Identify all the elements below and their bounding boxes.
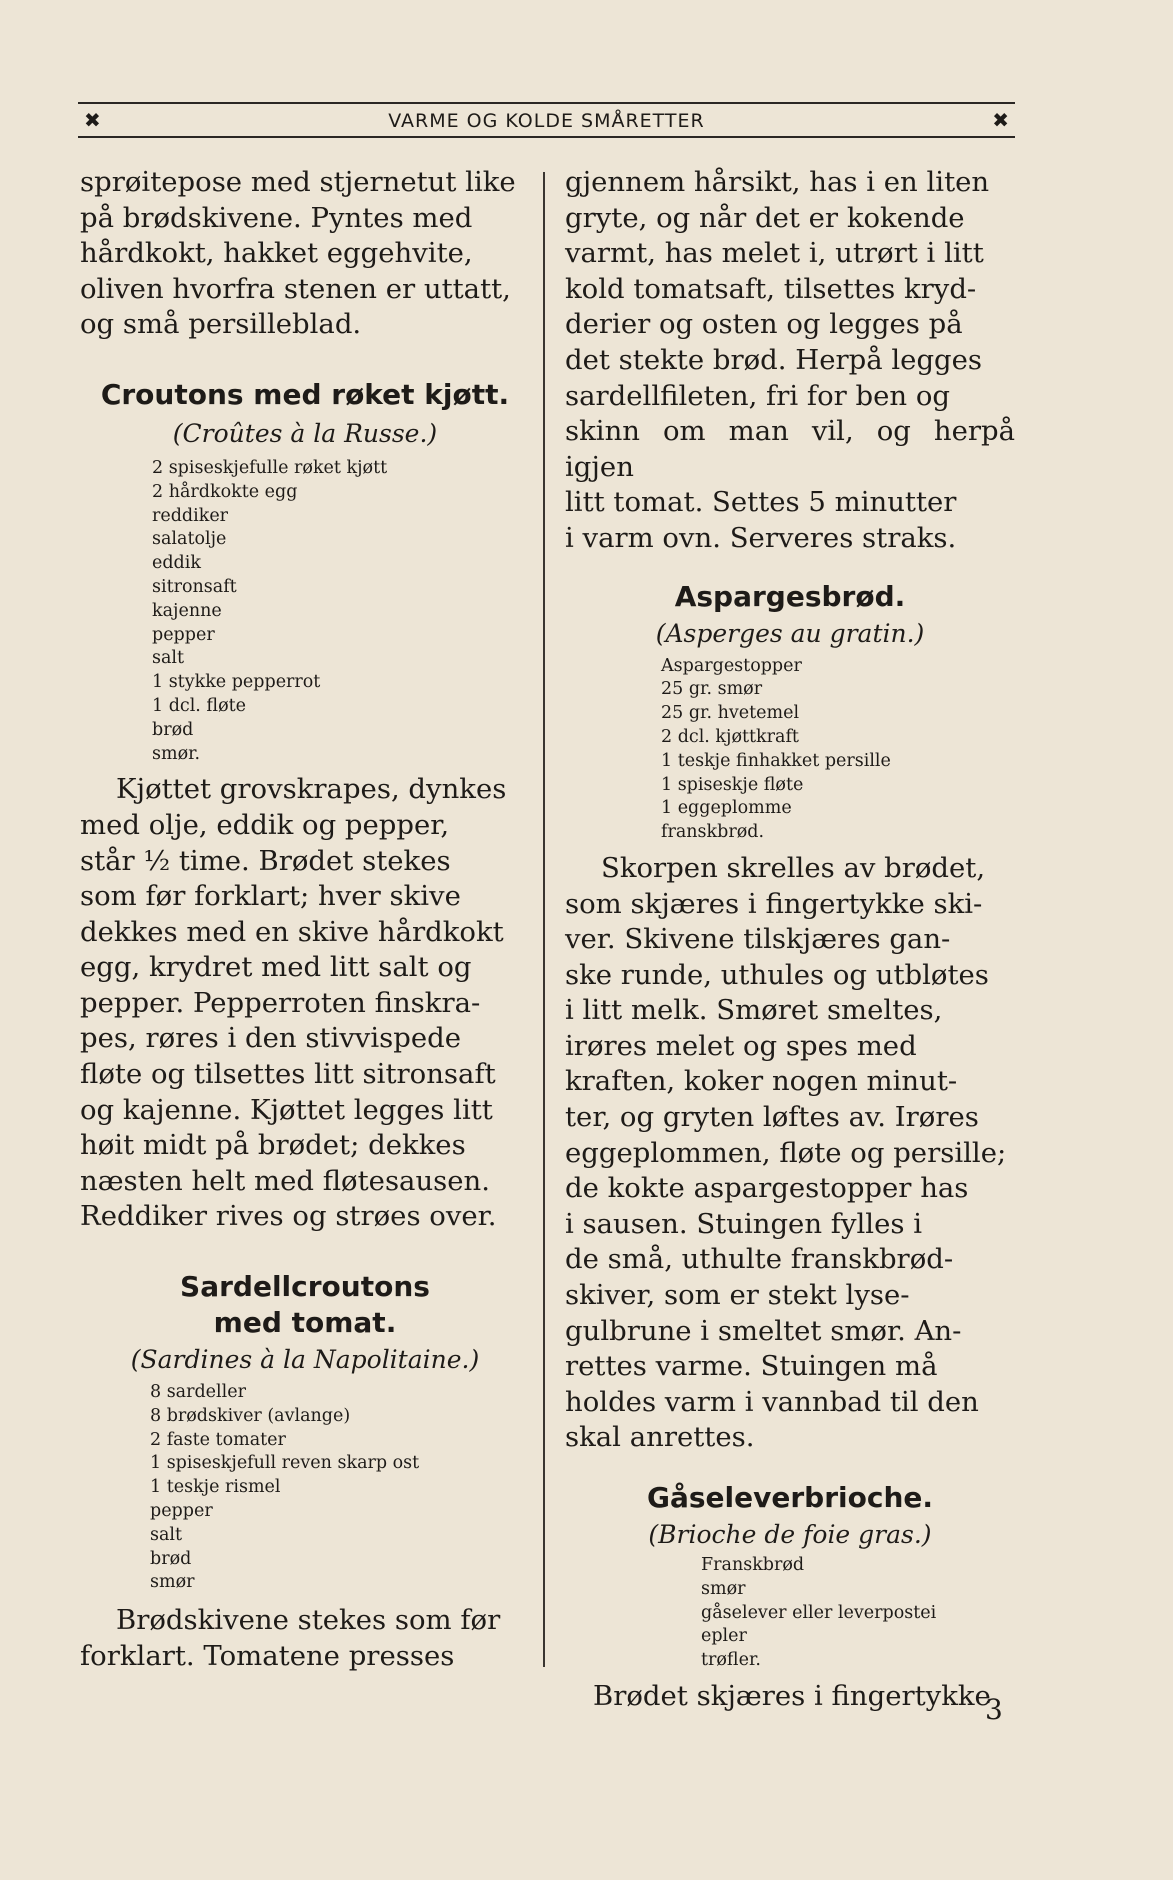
ingredient: gåselever eller leverpostei	[701, 1602, 937, 1623]
text-line: på brødskivene. Pyntes med	[80, 201, 473, 234]
ingredient: Franskbrød	[701, 1555, 805, 1575]
ornament-left-icon: ✖	[84, 108, 101, 132]
text-line: Kjøttet grovskrapes, dynkes	[116, 773, 507, 806]
text-line: sardellfileten, fri for ben og	[565, 379, 951, 412]
text-line: og små persilleblad.	[80, 308, 362, 341]
ingredient: 1 teskje finhakket persille	[661, 750, 891, 771]
text-line: kold tomatsaft, tilsettes kryd-	[565, 272, 977, 305]
text-line: gryte, og når det er kokende	[565, 201, 965, 234]
ingredient: 1 spiseskjefull reven skarp ost	[150, 1453, 420, 1474]
recipe-subtitle-asparges: (Asperges au gratin.)	[655, 618, 925, 648]
ingredient: 1 dcl. fløte	[152, 695, 247, 716]
text-line: gjennem hårsikt, has i en liten	[565, 166, 990, 198]
text-line: pepper. Pepperroten finskra-	[80, 986, 481, 1019]
text-line: forklart. Tomatene presses	[80, 1639, 455, 1672]
text-line: som skjæres i fingertykke ski-	[565, 887, 983, 920]
ingredient: salt	[152, 648, 185, 669]
ingredient: pepper	[152, 624, 215, 645]
ingredient-list	[150, 1381, 530, 1595]
ingredient: epler	[701, 1626, 747, 1647]
header-title: VARME OG KOLDE SMÅRETTER	[388, 110, 705, 132]
ingredient: eddik	[152, 553, 201, 574]
ingredient: pepper	[150, 1501, 213, 1522]
recipe-subtitle-croutons: (Croûtes à la Russe.)	[172, 418, 438, 448]
text-line: og kajenne. Kjøttet legges litt	[80, 1093, 493, 1126]
recipe-text-asparges	[565, 851, 1015, 1456]
text-line: sprøitepose med stjernetut like	[80, 166, 516, 198]
ingredient: Aspargestopper	[661, 655, 802, 676]
text-line: de små, uthulte franskbrød-	[565, 1243, 954, 1276]
ingredient: 25 gr. hvetemel	[661, 703, 800, 724]
text-line: i litt melk. Smøret smeltes,	[565, 994, 943, 1027]
ingredient-list	[661, 655, 1015, 845]
ingredient: smør	[150, 1572, 195, 1593]
text-line: det stekte brød. Herpå legges	[565, 343, 983, 376]
text-line: oliven hvorfra stenen er uttatt,	[80, 272, 511, 305]
ingredient: 2 faste tomater	[150, 1429, 286, 1450]
text-line: høit midt på brødet; dekkes	[80, 1129, 466, 1162]
ingredient: franskbrød.	[661, 822, 765, 843]
ingredient: 2 spiseskjefulle røket kjøtt	[152, 457, 388, 478]
recipe-text-brioche	[565, 1679, 1015, 1715]
page-number: 3	[985, 1693, 1003, 1726]
text-line: fløte og tilsettes litt sitronsaft	[80, 1058, 496, 1091]
ingredient: 1 stykke pepperrot	[152, 672, 321, 693]
ingredient: brød	[150, 1548, 192, 1569]
text-line: står ½ time. Brødet stekes	[80, 844, 451, 877]
ingredient: smør.	[152, 743, 201, 764]
ingredient: 2 hårdkokte egg	[152, 481, 298, 502]
text-line: holdes varm i vannbad til den	[565, 1385, 979, 1418]
recipe-title-brioche: Gåseleverbrioche.	[646, 1481, 933, 1514]
ingredient: brød	[152, 719, 194, 740]
recipe-text-croutons	[80, 772, 530, 1235]
ingredient: kajenne	[152, 600, 222, 621]
text-line: pes, røres i den stivvispede	[80, 1022, 462, 1055]
ingredient-list	[152, 457, 530, 766]
ingredient: reddiker	[152, 505, 229, 526]
ingredient: 2 dcl. kjøttkraft	[661, 726, 799, 747]
text-line: dekkes med en skive hårdkokt	[80, 915, 504, 948]
left-column	[80, 165, 530, 1674]
ingredient: 8 sardeller	[150, 1382, 246, 1403]
recipe-text-sardell	[80, 1603, 530, 1674]
ingredient: smør	[701, 1578, 746, 1599]
text-line: hårdkokt, hakket eggehvite,	[80, 237, 473, 270]
ingredient: 1 teskje rismel	[150, 1477, 281, 1498]
text-line: Brødskivene stekes som før	[116, 1604, 501, 1637]
text-line: litt tomat. Settes 5 minutter	[565, 486, 957, 519]
ingredient-list	[701, 1554, 1015, 1673]
recipe-title-sardell-2: med tomat.	[213, 1306, 397, 1340]
text-line: derier og osten og legges på	[565, 308, 963, 341]
text-line: Reddiker rives og strøes over.	[80, 1200, 497, 1233]
text-line: i varm ovn. Serveres straks.	[565, 521, 957, 554]
recipe-subtitle-brioche: (Brioche de foie gras.)	[648, 1520, 932, 1549]
text-line: ver. Skivene tilskjæres gan-	[565, 923, 951, 956]
text-line: med olje, eddik og pepper,	[80, 808, 450, 841]
ingredient: salatolje	[152, 529, 227, 550]
ingredient: trøfler.	[701, 1650, 761, 1671]
text-line: egg, krydret med litt salt og	[80, 951, 472, 984]
ingredient: sitronsaft	[152, 576, 237, 597]
text-line: rettes varme. Stuingen må	[565, 1350, 938, 1383]
ingredient: 25 gr. smør	[661, 679, 763, 700]
text-line: gulbrune i smeltet smør. An-	[565, 1314, 962, 1347]
text-line: Brødet skjæres i fingertykke	[593, 1679, 991, 1712]
text-line: de kokte aspargestopper has	[565, 1172, 969, 1205]
text-line: irøres melet og spes med	[565, 1029, 917, 1062]
right-column	[565, 165, 1015, 1715]
text-line: skal anrettes.	[565, 1421, 755, 1454]
recipe-title-asparges: Aspargesbrød.	[674, 579, 906, 613]
ingredient: salt	[150, 1524, 183, 1545]
recipe-title-croutons: Croutons med røket kjøtt.	[100, 377, 510, 411]
text-line: skinn om man vil, og herpå igjen	[565, 415, 1015, 483]
text-line: som før forklart; hver skive	[80, 880, 461, 913]
column-divider	[543, 172, 545, 1667]
text-line: skiver, som er stekt lyse-	[565, 1279, 910, 1312]
ornament-right-icon: ✖	[992, 108, 1009, 132]
text-line: kraften, koker nogen minut-	[565, 1065, 958, 1098]
text-line: ter, og gryten løftes av. Irøres	[565, 1101, 979, 1134]
text-line: Skorpen skrelles av brødet,	[601, 851, 986, 884]
ingredient: 8 brødskiver (avlange)	[150, 1405, 351, 1426]
ingredient: 1 spiseskje fløte	[661, 774, 804, 795]
text-line: varmt, has melet i, utrørt i litt	[565, 237, 984, 270]
text-line: i sausen. Stuingen fylles i	[565, 1207, 923, 1240]
intro-paragraph	[565, 165, 1015, 557]
intro-paragraph	[80, 165, 530, 343]
running-header	[78, 102, 1015, 138]
text-line: ske runde, uthules og utbløtes	[565, 958, 989, 991]
text-line: næsten helt med fløtesausen.	[80, 1164, 491, 1197]
text-line: eggeplommen, fløte og persille;	[565, 1136, 1007, 1169]
recipe-subtitle-sardell: (Sardines à la Napolitaine.)	[130, 1345, 480, 1375]
ingredient: 1 eggeplomme	[661, 798, 792, 819]
recipe-title-sardell: Sardellcroutons	[180, 1270, 430, 1304]
